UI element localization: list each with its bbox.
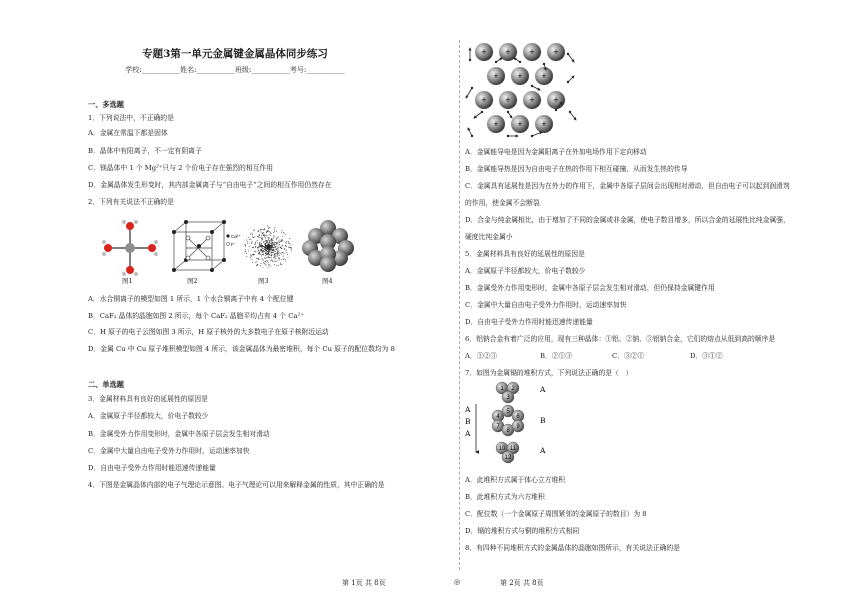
layer-label-right: A bbox=[540, 385, 546, 394]
right-text-line: 硬度比纯金属小 bbox=[465, 233, 513, 241]
layer-label-left: A bbox=[465, 405, 471, 414]
atom-number: 8 bbox=[506, 428, 510, 435]
electron-arrow bbox=[474, 112, 482, 118]
layer-label-left: A bbox=[465, 429, 471, 438]
ion-charge-symbol: + bbox=[541, 119, 547, 129]
electron-dot bbox=[543, 63, 545, 65]
electron-arrow bbox=[570, 112, 576, 120]
left-text-line: 4．下图是金属晶体内部的电子气理论示意图。电子气理论可以用来解释金属的性质，其中正确的是 bbox=[88, 481, 385, 489]
atom-number: 12 bbox=[504, 455, 512, 462]
figure-1-label: 图1 bbox=[122, 277, 133, 285]
electron-dot bbox=[519, 61, 521, 63]
right-text-line: D．镉的堆积方式与铜的堆积方式相同 bbox=[465, 527, 580, 535]
left-text-line: B．CaF₂ 晶体的晶胞如图 2 所示，每个 CaF₂ 晶胞平均占有 4 个 Ca²⁺ bbox=[88, 312, 304, 320]
right-text-line: 7．如图为金属镉的堆积方式，下列说法正确的是（ ） bbox=[465, 369, 633, 377]
ion-charge-symbol: + bbox=[517, 71, 523, 81]
atom-number: 5 bbox=[506, 409, 510, 416]
layer-label-left: B bbox=[465, 417, 471, 426]
right-text-line: B．金属受外力作用变形时，金属中各原子层会发生相对滑动，但仍保持金属键作用 bbox=[465, 284, 715, 292]
electron-dot bbox=[471, 135, 473, 137]
electron-dot bbox=[569, 111, 571, 113]
fig2-legend-f: F⁻ bbox=[231, 242, 237, 247]
page-divider bbox=[459, 40, 460, 570]
figure-2-caf2-unit-cell bbox=[168, 218, 241, 278]
document-title: 专题3第一单元金属键金属晶体同步练习 bbox=[142, 48, 328, 60]
right-text-line: 5．金属材料具有良好的延展性的原因是 bbox=[465, 250, 585, 258]
atom-number: 2 bbox=[511, 386, 515, 393]
electron-dot bbox=[507, 135, 509, 137]
footer-center-mark: ◎ bbox=[454, 578, 461, 586]
right-text-line: C．金属具有延展性是因为在外力的作用下，金属中各原子层间会出现相对滑动，但自由电子可以起到润滑剂 bbox=[465, 182, 790, 190]
atom-number: 4 bbox=[496, 414, 500, 421]
left-text-line: A．水合铜离子的模型如图 1 所示，1 个水合铜离子中有 4 个配位键 bbox=[88, 295, 294, 303]
right-text-line: A．此堆积方式属于体心立方堆积 bbox=[465, 476, 566, 484]
cadmium-stacking-diagram bbox=[462, 380, 582, 470]
ion-charge-symbol: + bbox=[529, 95, 535, 105]
ion-charge-symbol: + bbox=[481, 47, 487, 57]
q6-option-c: C．③②① bbox=[612, 352, 645, 360]
electron-arrow bbox=[468, 128, 472, 136]
right-text-line: B．金属能导热是因为自由电子在热的作用下相互碰撞，从而发生热的传导 bbox=[465, 165, 688, 173]
electron-dot bbox=[531, 85, 533, 87]
ion-charge-symbol: + bbox=[505, 47, 511, 57]
right-text-line: C．配位数（一个金属原子周围紧邻的金属原子的数目）为 8 bbox=[465, 510, 647, 518]
ion-charge-symbol: + bbox=[493, 119, 499, 129]
figure-2-label: 图2 bbox=[187, 277, 198, 285]
figure-4-label: 图4 bbox=[322, 277, 333, 285]
left-text-line: C．H 原子的电子云图如图 3 所示，H 原子核外的大多数电子在原子核附近运动 bbox=[88, 328, 329, 336]
figure-1-hydrated-copper-ion bbox=[100, 218, 160, 278]
left-text-line: C．金属中大量自由电子受外力作用时，运动速率加快 bbox=[88, 447, 250, 455]
electron-arrow bbox=[568, 76, 574, 82]
electron-dot bbox=[481, 111, 483, 113]
right-text-line: 的作用，使金属不会断裂 bbox=[465, 199, 540, 207]
left-text-line: 二、单选题 bbox=[88, 380, 124, 389]
atom-number: 11 bbox=[509, 446, 517, 453]
ion-charge-symbol: + bbox=[553, 95, 559, 105]
ion-charge-symbol: + bbox=[529, 47, 535, 57]
electron-dot bbox=[507, 111, 509, 113]
figure-4-copper-packing bbox=[302, 220, 354, 272]
electron-dot bbox=[555, 109, 557, 111]
left-text-line: 3．金属材料具有良好的延展性的原因是 bbox=[88, 395, 208, 403]
layer-label-right: A bbox=[540, 446, 546, 455]
atom-number: 10 bbox=[498, 446, 506, 453]
electron-arrow bbox=[532, 86, 540, 90]
right-text-line: B．此堆积方式为六方堆积 bbox=[465, 493, 545, 501]
atom-number: 9 bbox=[516, 424, 520, 431]
right-text-line: C．金属中大量自由电子受外力作用时，运动速率加快 bbox=[465, 301, 627, 309]
atom-number: 1 bbox=[500, 386, 504, 393]
right-text-line: 8．有四种不同堆积方式的金属晶体的晶胞如图所示，有关说法正确的是 bbox=[465, 544, 681, 552]
q6-option-b: B．②①③ bbox=[540, 352, 573, 360]
electron-dot bbox=[495, 61, 497, 63]
q6-option-d: D．③①② bbox=[690, 352, 723, 360]
footer-right-page-number: 第 2页 共 8页 bbox=[500, 579, 544, 587]
right-text-line: A．金属能导电是因为金属阳离子在外加电场作用下定向移动 bbox=[465, 148, 647, 156]
electron-dot bbox=[469, 59, 471, 61]
ion-charge-symbol: + bbox=[553, 47, 559, 57]
electron-dot bbox=[471, 87, 473, 89]
fig2-legend-ca: Ca²⁺ bbox=[231, 234, 241, 239]
atom-number: 7 bbox=[496, 424, 500, 431]
left-text-line: D．金属晶体发生形变时，其内部金属离子与“自由电子”之间的相互作用仍然存在 bbox=[88, 181, 332, 189]
ion-charge-symbol: + bbox=[517, 119, 523, 129]
footer-left-page-number: 第 1页 共 8页 bbox=[342, 579, 386, 587]
q6-option-a: A．①②③ bbox=[465, 352, 498, 360]
left-text-line: 一、多选题 bbox=[88, 100, 124, 109]
left-text-line: 1．下列说法中，不正确的是 bbox=[88, 114, 174, 122]
left-text-line: B．晶体中有阳离子，不一定有阴离子 bbox=[88, 147, 202, 155]
ion-charge-symbol: + bbox=[481, 95, 487, 105]
figure-3-label: 图3 bbox=[258, 277, 269, 285]
electron-gas-diagram bbox=[462, 40, 582, 140]
left-text-line: A．金属在常温下都是固体 bbox=[88, 129, 168, 137]
electron-dot bbox=[531, 135, 533, 137]
layer-label-right: B bbox=[540, 416, 546, 425]
ion-charge-symbol: + bbox=[505, 95, 511, 105]
ion-charge-symbol: + bbox=[493, 71, 499, 81]
left-text-line: B．金属受外力作用变形时，金属中各原子层会发生相对滑动 bbox=[88, 430, 270, 438]
left-text-line: C．镁晶体中 1 个 Mg²⁺只与 2 个价电子存在强烈的相互作用 bbox=[88, 164, 274, 172]
electron-dot bbox=[567, 53, 569, 55]
left-text-line: A．金属原子半径都较大，价电子数较少 bbox=[88, 412, 209, 420]
electron-arrow bbox=[568, 54, 574, 62]
electron-arrow bbox=[466, 88, 472, 98]
atom-number: 6 bbox=[516, 414, 520, 421]
right-text-line: D．合金与纯金属相比，由于增加了不同的金属或非金属，使电子数目增多，所以合金的延展性比纯金属强， bbox=[465, 216, 790, 224]
electron-arrow bbox=[532, 132, 542, 136]
left-text-line: 2．下列有关说法不正确的是 bbox=[88, 198, 174, 206]
atom-number: 3 bbox=[506, 395, 510, 402]
left-text-line: D．金属 Cu 中 Cu 原子堆积模型如图 4 所示，该金属晶体为最密堆积，每个 Cu 原子的配位数均为 8 bbox=[88, 345, 395, 353]
right-text-line: D．自由电子受外力作用时能迅速传递能量 bbox=[465, 318, 593, 326]
left-text-line: D．自由电子受外力作用时能迅速传递能量 bbox=[88, 464, 216, 472]
ion-charge-symbol: + bbox=[541, 71, 547, 81]
right-text-line: A．金属原子半径都较大，价电子数较少 bbox=[465, 267, 586, 275]
student-info-line: 学校:___________姓名:___________班级:___________考号:___________ bbox=[125, 66, 345, 74]
electron-dot bbox=[567, 81, 569, 83]
right-text-line: 6．铝钠合金有着广泛的应用，现有三种晶体：①铝、②钠、③铝钠合金，它们的熔点从低到高的顺序是 bbox=[465, 335, 776, 343]
figure-3-electron-cloud bbox=[240, 222, 296, 272]
